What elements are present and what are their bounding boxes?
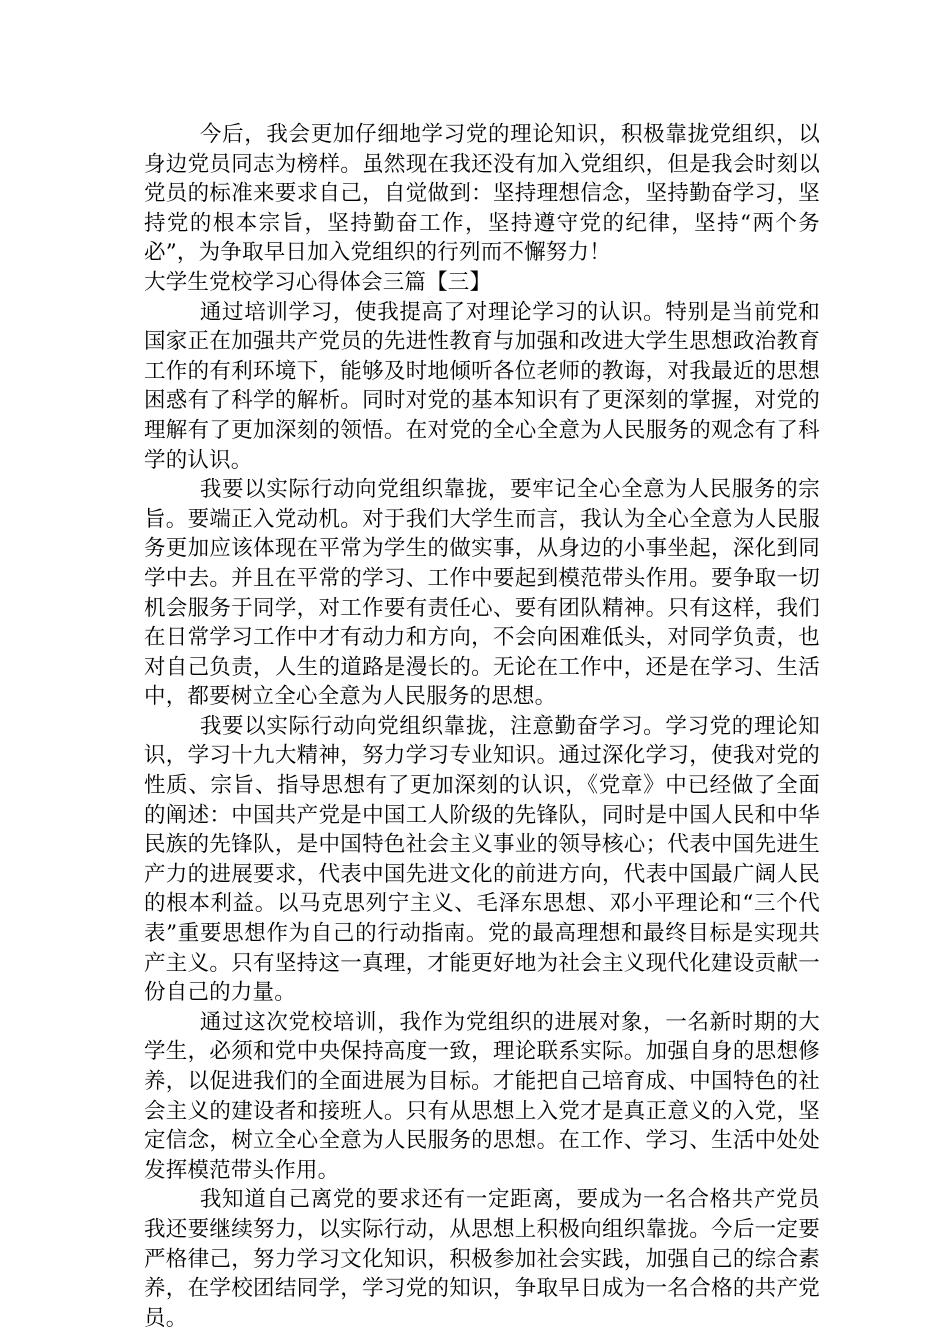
- section-title: 大学生党校学习心得体会三篇【三】: [144, 269, 492, 295]
- document-body: [144, 120, 820, 1333]
- body-paragraph-5: 我知道自己离党的要求还有一定距离，要成为一名合格共产党员我还要继续努力，以实际行动，从思想上积极向组织靠拢。今后一定要严格律己，努力学习文化知识，积极参加社会实践，加强自己的综合素养，在学校团结同学，学习党的知识，争取早日成为一名合格的共产党员。: [144, 1187, 820, 1331]
- body-paragraph-3: 我要以实际行动向党组织靠拢，注意勤奋学习。学习党的理论知识，学习十九大精神，努力学习专业知识。通过深化学习，使我对党的性质、宗旨、指导思想有了更加深刻的认识，《党章》中已经做了全面的阐述：中国共产党是中国工人阶级的先锋队，同时是中国人民和中华民族的先锋队，是中国特色社会主义事业的领导核心；代表中国先进生产力的进展要求，代表中国先进文化的前进方向，代表中国最广阔人民的根本利益。以马克思列宁主义、毛泽东思想、邓小平理论和“三个代表”重要思想作为自己的行动指南。党的最高理想和最终目标是实现共产主义。只有坚持这一真理，才能更好地为社会主义现代化建设贡献一份自己的力量。: [144, 713, 820, 1006]
- body-paragraph-2: 我要以实际行动向党组织靠拢，要牢记全心全意为人民服务的宗旨。要端正入党动机。对于我们大学生而言，我认为全心全意为人民服务更加应该体现在平常为学生的做实事，从身边的小事坐起，深化到同学中去。并且在平常的学习、工作中要起到模范带头作用。要争取一切机会服务于同学，对工作要有责任心、要有团队精神。只有这样，我们在日常学习工作中才有动力和方向，不会向困难低头，对同学负责，也对自己负责，人生的道路是漫长的。无论在工作中，还是在学习、生活中，都要树立全心全意为人民服务的思想。: [144, 477, 820, 710]
- intro-paragraph: 今后，我会更加仔细地学习党的理论知识，积极靠拢党组织，以身边党员同志为榜样。虽然现在我还没有加入党组织，但是我会时刻以党员的标准来要求自己，自觉做到：坚持理想信念，坚持勤奋学习，坚持党的根本宗旨，坚持勤奋工作，坚持遵守党的纪律，坚持“两个务必”，为争取早日加入党组织的行列而不懈努力！: [144, 122, 820, 266]
- body-paragraph-4: 通过这次党校培训，我作为党组织的进展对象，一名新时期的大学生，必须和党中央保持高度一致，理论联系实际。加强自身的思想修养，以促进我们的全面进展为目标。才能把自己培育成、中国特色的社会主义的建设者和接班人。只有从思想上入党才是真正意义的入党，坚定信念，树立全心全意为人民服务的思想。在工作、学习、生活中处处发挥模范带头作用。: [144, 1009, 820, 1183]
- body-paragraph-1: 通过培训学习，使我提高了对理论学习的认识。特别是当前党和国家正在加强共产党员的先进性教育与加强和改进大学生思想政治教育工作的有利环境下，能够及时地倾听各位老师的教诲，对我最近的思想困惑有了科学的解析。同时对党的基本知识有了更深刻的掌握，对党的理解有了更加深刻的领悟。在对党的全心全意为人民服务的观念有了科学的认识。: [144, 299, 820, 473]
